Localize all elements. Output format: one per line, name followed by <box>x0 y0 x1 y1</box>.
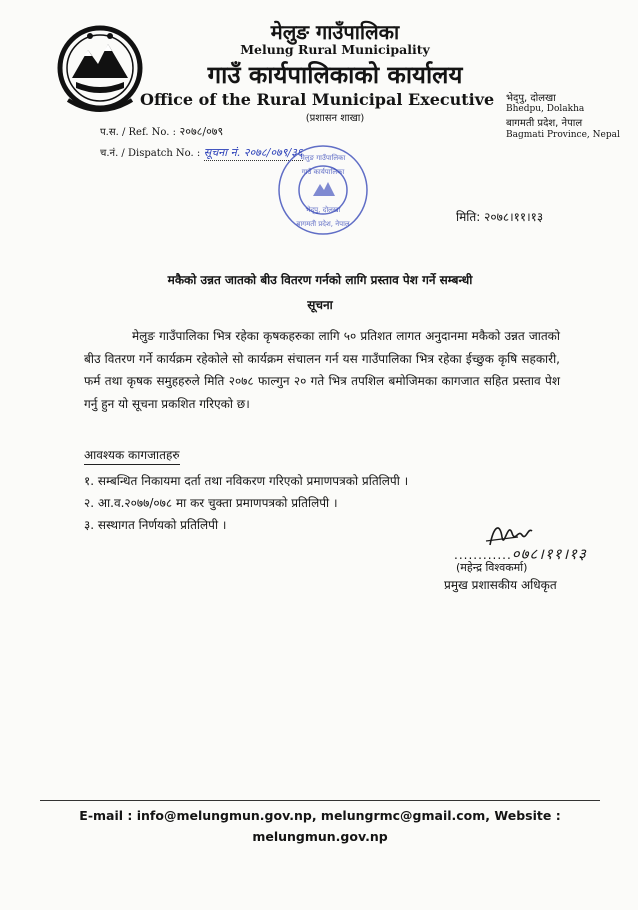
required-doc-item: २. आ.व.२०७७/०७८ मा कर चुक्ता प्रमाणपत्रको प्रतिलिपी । <box>84 496 338 510</box>
required-doc-item: १. सम्बन्धित निकायमा दर्ता तथा नविकरण गरिएको प्रमाणपत्रको प्रतिलिपी । <box>84 474 409 488</box>
address-np-1: भेद्पु, दोलखा <box>506 93 556 104</box>
municipality-name-en: Melung Rural Municipality <box>240 42 430 57</box>
address-np-2: बागमती प्रदेश, नेपाल <box>506 118 583 129</box>
stamp-line-3: भेद्पु, दोलखा <box>305 206 341 214</box>
subject-line-2: सूचना <box>307 298 333 312</box>
letter-date <box>456 208 543 225</box>
subject-line-1: मकैको उन्नत जातको बीउ वितरण गर्नको लागि प्रस्ताव पेश गर्ने सम्बन्धी <box>167 273 473 287</box>
branch-label: (प्रशासन शाखा) <box>305 113 365 124</box>
stamp-line-2: गाउँ कार्यपालिका <box>301 168 345 176</box>
stamp-line-1: मेलुङ गाउँपालिका <box>300 154 346 162</box>
address-en-2: Bagmati Province, Nepal <box>506 130 620 140</box>
ref-number-row <box>100 124 223 139</box>
date-label: मिति: <box>456 210 481 224</box>
footer-contact <box>70 805 570 847</box>
footer-line-1: E-mail : info@melungmun.gov.np, melungrmc@gmail.com, Website : <box>79 808 561 823</box>
signature-date: ०७८।११।१३ <box>511 545 587 563</box>
required-doc-item: ३. सस्थागत निर्णयको प्रतिलिपी । <box>84 518 227 532</box>
dispatch-number-label: च.नं. / Dispatch No. : <box>100 148 201 159</box>
ref-number-label: प.स. / Ref. No. : <box>100 127 176 138</box>
nepal-emblem-icon <box>50 20 150 120</box>
date-value: २०७८।११।१३ <box>484 210 544 224</box>
signatory-title: प्रमुख प्रशासकीय अधिकृत <box>444 578 557 592</box>
signatory-name: (महेन्द्र विश्वकर्मा) <box>456 561 528 574</box>
ref-number-value: २०७८/०७९ <box>179 125 224 138</box>
municipality-name-np: मेलुङ गाउँपालिका <box>270 20 400 44</box>
address-en-1: Bhedpu, Dolakha <box>506 104 585 114</box>
dispatch-number-value: सूचना नं. २०७८/०७९/३६ <box>203 146 303 159</box>
office-stamp <box>268 140 378 240</box>
office-name-np: गाउँ कार्यपालिकाको कार्यालय <box>207 61 463 89</box>
notice-body: मेलुङ गाउँपालिका भित्र रहेका कृषकहरुका लागि ५० प्रतिशत लागत अनुदानमा मकैको उन्नत जातको बीउ वितरण गर्ने कार्यक्रम रहेकोले सो कार्यक्रम संचालन गर्न यस गाउँपालिका भित्र रहेका ईच्छुक कृषि सहकारी, फर्म तथा कृषक समुहहरुले मिति २०७८ फाल्गुन २० गते भित्र तपशिल बमोजिमका कागजात सहित प्रस्ताव पेश गर्नु हुन यो सूचना प्रकशित गरिएको छ। <box>84 329 560 411</box>
office-name-en: Office of the Rural Municipal Executive <box>140 90 495 109</box>
signature-dots: ............ <box>454 548 512 562</box>
stamp-line-4: बागमती प्रदेश, नेपाल <box>296 220 350 228</box>
required-docs-title: आवश्यक कागजातहरु <box>84 446 180 465</box>
footer-divider <box>40 800 600 801</box>
subject-heading <box>80 268 560 318</box>
footer-line-2: melungmun.gov.np <box>252 829 388 844</box>
